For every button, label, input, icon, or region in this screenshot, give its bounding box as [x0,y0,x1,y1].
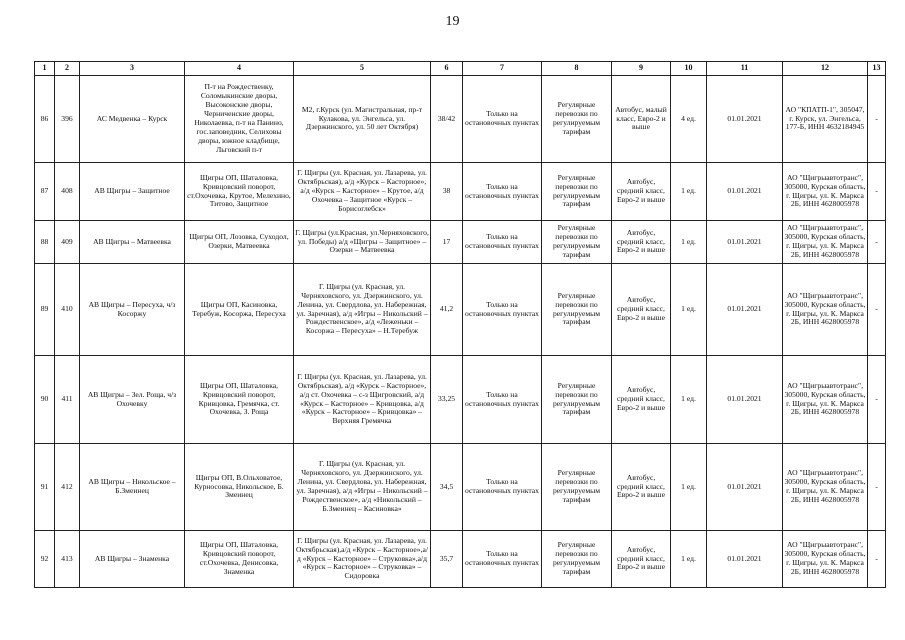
route-length: 38 [431,163,463,221]
start-date: 01.01.2021 [707,76,783,163]
stop-order: Только на остановочных пунктах [463,356,542,444]
vehicle-count: 1 ед. [671,221,707,264]
intermediate-stops: Щигры ОП, Лозовка, Суходол, Озерки, Матвеевка [185,221,294,264]
route-length: 33,25 [431,356,463,444]
table-row [35,76,886,163]
column-header: 11 [707,62,783,76]
table-row [35,356,886,444]
intermediate-stops: Щигры ОП, Шаталовка, Кривцовский поворот, Кривцовка, Гремячка, ст. Охочевка, З. Роща [185,356,294,444]
carrier: АО "Щигрыавтотранс", 305000, Курская область, г. Щигры, ул. К. Маркса 2Б, ИНН 4628005978 [783,221,868,264]
column-header: 3 [80,62,185,76]
column-header: 2 [55,62,80,76]
row-number: 92 [35,531,55,588]
row-number: 91 [35,444,55,531]
note: - [868,221,886,264]
row-number: 87 [35,163,55,221]
route-streets: Г. Щигры (ул. Красная, ул. Лазарева, ул. Октябрьская),а/д «Курск – Касторное»,а/д «Курск – Касторное» – Струковка»,а/д «Курск – Касторное» – Струковка» – Сидоровка [294,531,431,588]
note: - [868,444,886,531]
route-length: 34,5 [431,444,463,531]
start-date: 01.01.2021 [707,531,783,588]
transport-type: Регулярные перевозки по регулируемым тарифам [542,531,612,588]
start-date: 01.01.2021 [707,264,783,356]
vehicle-count: 4 ед. [671,76,707,163]
routes-table [34,61,886,588]
registration-number: 396 [55,76,80,163]
transport-type: Регулярные перевозки по регулируемым тарифам [542,444,612,531]
route-name: АВ Щигры – Матвеевка [80,221,185,264]
route-streets: М2, г.Курск (ул. Магистральная, пр-т Кулакова, ул. Энгельса, ул. Дзержинского, ул. 50 лет Октября) [294,76,431,163]
route-length: 38/42 [431,76,463,163]
carrier: АО "Щигрыавтотранс", 305000, Курская область, г. Щигры, ул. К. Маркса 2Б, ИНН 4628005978 [783,264,868,356]
table-row [35,221,886,264]
vehicle-class: Автобус, средний класс, Евро-2 и выше [612,356,671,444]
row-number: 89 [35,264,55,356]
page-number: 19 [445,14,460,29]
carrier: АО "Щигрыавтотранс", 305000, Курская область, г. Щигры, ул. К. Маркса 2Б, ИНН 4628005978 [783,444,868,531]
route-length: 17 [431,221,463,264]
vehicle-count: 1 ед. [671,264,707,356]
route-streets: Г. Щигры (ул. Красная, ул. Лазарева, ул. Октябрьская), а/д «Курск – Касторное», а/д «Курск – Касторное» – Крутое, а/д Охочевка – Защитное «Курск – Борисоглебск» [294,163,431,221]
table-row [35,444,886,531]
intermediate-stops: Щигры ОП, Шаталовка, Кривцовский поворот, ст.Охочевка, Крутое, Мелехино, Титово, Защитное [185,163,294,221]
row-number: 90 [35,356,55,444]
route-streets: Г. Щигры (ул. Красная, ул. Черняховского, ул. Дзержинского, ул. Ленина, ул. Свердлова, ул. Набережная, ул. Заречная), а/д «Игры – Никольский – Рождественское», а/д «Леженьки – Косоржа – Пересуха» – Н.Теребуж [294,264,431,356]
route-streets: Г. Щигры (ул. Красная, ул. Черняховского, ул. Дзержинского, ул. Ленина, ул. Свердлова, ул. Набережная, ул. Заречная), а/д «Игры – Никольский – Рождественское», а/д «Никольский – Б.Змеинец – Касиновка» [294,444,431,531]
header-row [35,62,886,76]
route-name: АВ Щигры – Знаменка [80,531,185,588]
column-header: 13 [868,62,886,76]
transport-type: Регулярные перевозки по регулируемым тарифам [542,356,612,444]
table-row [35,531,886,588]
note: - [868,163,886,221]
route-name: АВ Щигры – Никольское – Б.Змеинец [80,444,185,531]
vehicle-class: Автобус, средний класс, Евро-2 и выше [612,221,671,264]
column-header: 1 [35,62,55,76]
intermediate-stops: Щигры ОП, Шаталовка, Кривцовский поворот, ст.Охочевка, Денисовка, Знаменка [185,531,294,588]
carrier: АО "Щигрыавтотранс", 305000, Курская область, г. Щигры, ул. К. Маркса 2Б, ИНН 4628005978 [783,531,868,588]
vehicle-count: 1 ед. [671,356,707,444]
registration-number: 412 [55,444,80,531]
vehicle-class: Автобус, малый класс, Евро-2 и выше [612,76,671,163]
route-name: АВ Щигры – Зел. Роща, ч/з Охочевку [80,356,185,444]
intermediate-stops: Щигры ОП, Касиновка, Теребуж, Косоржа, Пересуха [185,264,294,356]
intermediate-stops: П-т на Рождественку, Соломыкинские дворы, Высоконские дворы, Черниченские дворы, Николаевка, п-т на Панино, гос.заповедник, Селиховы дворы, южное кладбище, Льговский п-т [185,76,294,163]
stop-order: Только на остановочных пунктах [463,163,542,221]
row-number: 88 [35,221,55,264]
stop-order: Только на остановочных пунктах [463,221,542,264]
column-header: 7 [463,62,542,76]
transport-type: Регулярные перевозки по регулируемым тарифам [542,221,612,264]
route-name: АС Медвенка – Курск [80,76,185,163]
route-length: 41,2 [431,264,463,356]
vehicle-count: 1 ед. [671,163,707,221]
stop-order: Только на остановочных пунктах [463,531,542,588]
route-streets: Г. Щигры (ул. Красная, ул. Лазарева, ул. Октябрьская), а/д «Курск – Касторное», а/д ст. Охочевка – с-з Щигровский, а/д «Курск – Касторное» – Кривцовка, а/д «Курск – Касторное» – Кривцовка» – Верхняя Гремячка [294,356,431,444]
route-length: 35,7 [431,531,463,588]
vehicle-count: 1 ед. [671,444,707,531]
route-name: АВ Щигры – Защитное [80,163,185,221]
transport-type: Регулярные перевозки по регулируемым тарифам [542,264,612,356]
route-streets: Г. Щигры (ул.Красная, ул.Черняховского, ул. Победы) а/д «Щигры – Защитное» – Озерки – Матвеевка [294,221,431,264]
table-row [35,264,886,356]
stop-order: Только на остановочных пунктах [463,264,542,356]
column-header: 8 [542,62,612,76]
stop-order: Только на остановочных пунктах [463,76,542,163]
carrier: АО "КПАТП-1", 305047, г. Курск, ул. Энгельса, 177-Б, ИНН 4632184945 [783,76,868,163]
route-name: АВ Щигры – Пересуха, ч/з Косоржу [80,264,185,356]
column-header: 9 [612,62,671,76]
table-row [35,163,886,221]
start-date: 01.01.2021 [707,163,783,221]
row-number: 86 [35,76,55,163]
vehicle-class: Автобус, средний класс, Евро-2 и выше [612,444,671,531]
note: - [868,264,886,356]
column-header: 6 [431,62,463,76]
registration-number: 413 [55,531,80,588]
intermediate-stops: Щигры ОП, В.Ольховатое, Курносовка, Никольское, Б. Змеинец [185,444,294,531]
registration-number: 408 [55,163,80,221]
carrier: АО "Щигрыавтотранс", 305000, Курская область, г. Щигры, ул. К. Маркса 2Б, ИНН 4628005978 [783,163,868,221]
vehicle-class: Автобус, средний класс, Евро-2 и выше [612,531,671,588]
start-date: 01.01.2021 [707,221,783,264]
note: - [868,531,886,588]
column-header: 4 [185,62,294,76]
registration-number: 409 [55,221,80,264]
vehicle-count: 1 ед. [671,531,707,588]
column-header: 10 [671,62,707,76]
column-header: 5 [294,62,431,76]
stop-order: Только на остановочных пунктах [463,444,542,531]
registration-number: 410 [55,264,80,356]
start-date: 01.01.2021 [707,444,783,531]
transport-type: Регулярные перевозки по регулируемым тарифам [542,163,612,221]
vehicle-class: Автобус, средний класс, Евро-2 и выше [612,163,671,221]
note: - [868,356,886,444]
note: - [868,76,886,163]
column-header: 12 [783,62,868,76]
start-date: 01.01.2021 [707,356,783,444]
registration-number: 411 [55,356,80,444]
vehicle-class: Автобус, средний класс, Евро-2 и выше [612,264,671,356]
carrier: АО "Щигрыавтотранс", 305000, Курская область, г. Щигры, ул. К. Маркса 2Б, ИНН 4628005978 [783,356,868,444]
transport-type: Регулярные перевозки по регулируемым тарифам [542,76,612,163]
